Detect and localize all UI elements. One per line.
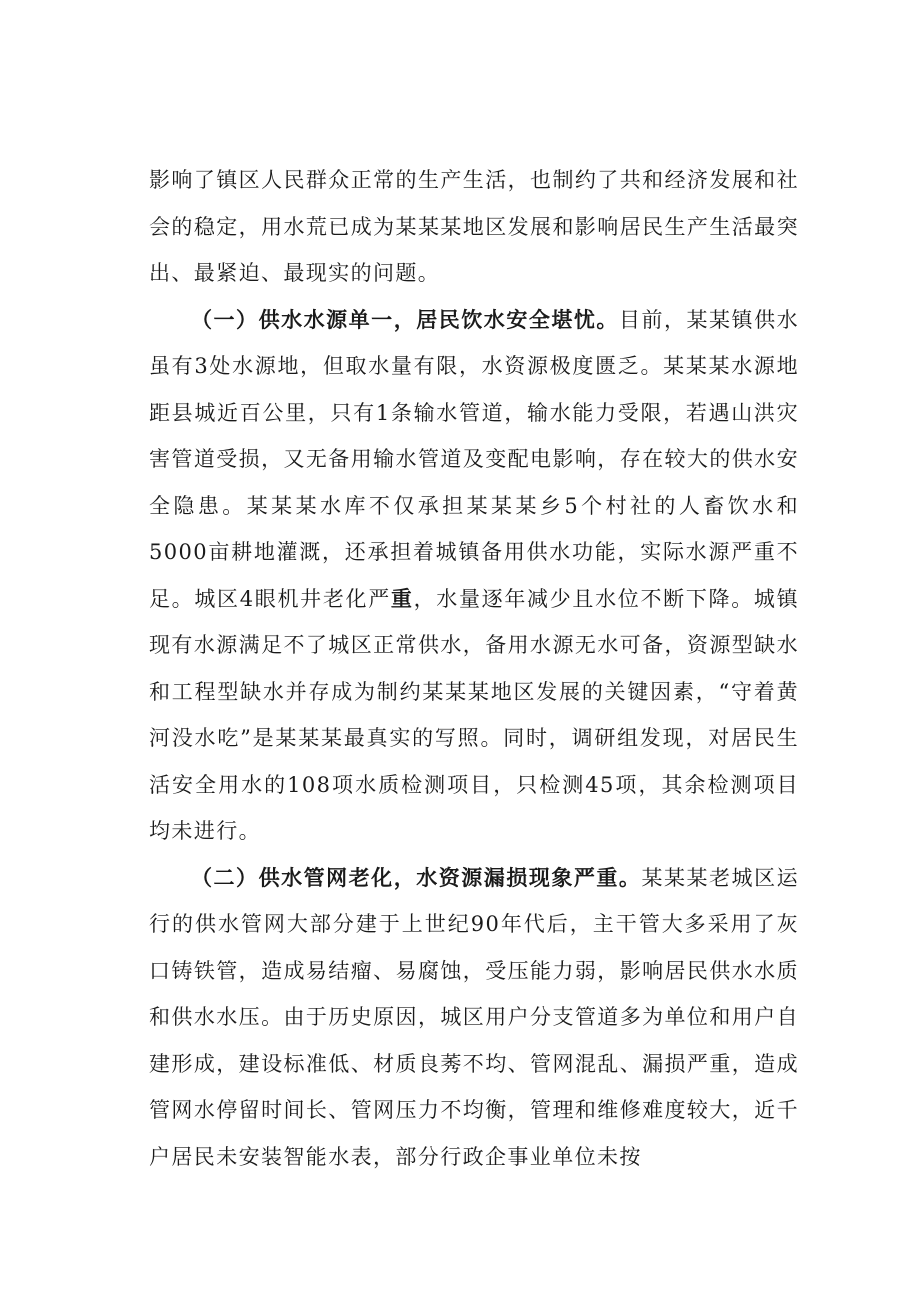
section-1-heading: （一）供水水源单一，居民饮水安全堪忧。 — [191, 306, 619, 332]
intro-paragraph — [149, 157, 799, 297]
document-body — [149, 157, 799, 1180]
section-1-body-part1: 目前，某某镇供水虽有3处水源地，但取水量有限，水资源极度匮乏。某某某水源地距县城近百公里，只有1条输水管道，输水能力受限，若遇山洪灾害管道受损，又无备用输水管道及变配电影响，存在较大的供水安全隐患。某某某水库不仅承担某某某乡5个村社的人畜饮水和5000亩耕地灌溉，还承担着城镇备用供水功能，实际水源严重不足。城区4眼机井老化严 — [149, 307, 799, 611]
section-1-paragraph — [149, 297, 799, 855]
section-2-heading: （二）供水管网老化，水资源漏损现象严重。 — [191, 864, 642, 890]
section-2-paragraph — [149, 855, 799, 1181]
section-1-bold-char: 重 — [390, 585, 414, 611]
section-1-body-part2: ，水量逐年减少且水位不断下降。城镇现有水源满足不了城区正常供水，备用水源无水可备，资源型缺水和工程型缺水并存成为制约某某某地区发展的关键因素，“守着黄河没水吃”是某某某最真实的写照。同时，调研组发现，对居民生活安全用水的108项水质检测项目，只检测45项，其余检测项目均未进行。 — [149, 586, 799, 843]
section-2-body: 某某某老城区运行的供水管网大部分建于上世纪90年代后，主干管大多采用了灰口铸铁管，造成易结瘤、易腐蚀，受压能力弱，影响居民供水水质和供水水压。由于历史原因，城区用户分支管道多为单位和用户自建形成，建设标准低、材质良莠不均、管网混乱、漏损严重，造成管网水停留时间长、管网压力不均衡，管理和维修难度较大，近千户居民未安装智能水表，部分行政企事业单位未按 — [149, 865, 799, 1169]
intro-paragraph-text: 影响了镇区人民群众正常的生产生活，也制约了共和经济发展和社会的稳定，用水荒已成为某某某地区发展和影响居民生产生活最突出、最紧迫、最现实的问题。 — [149, 168, 799, 285]
